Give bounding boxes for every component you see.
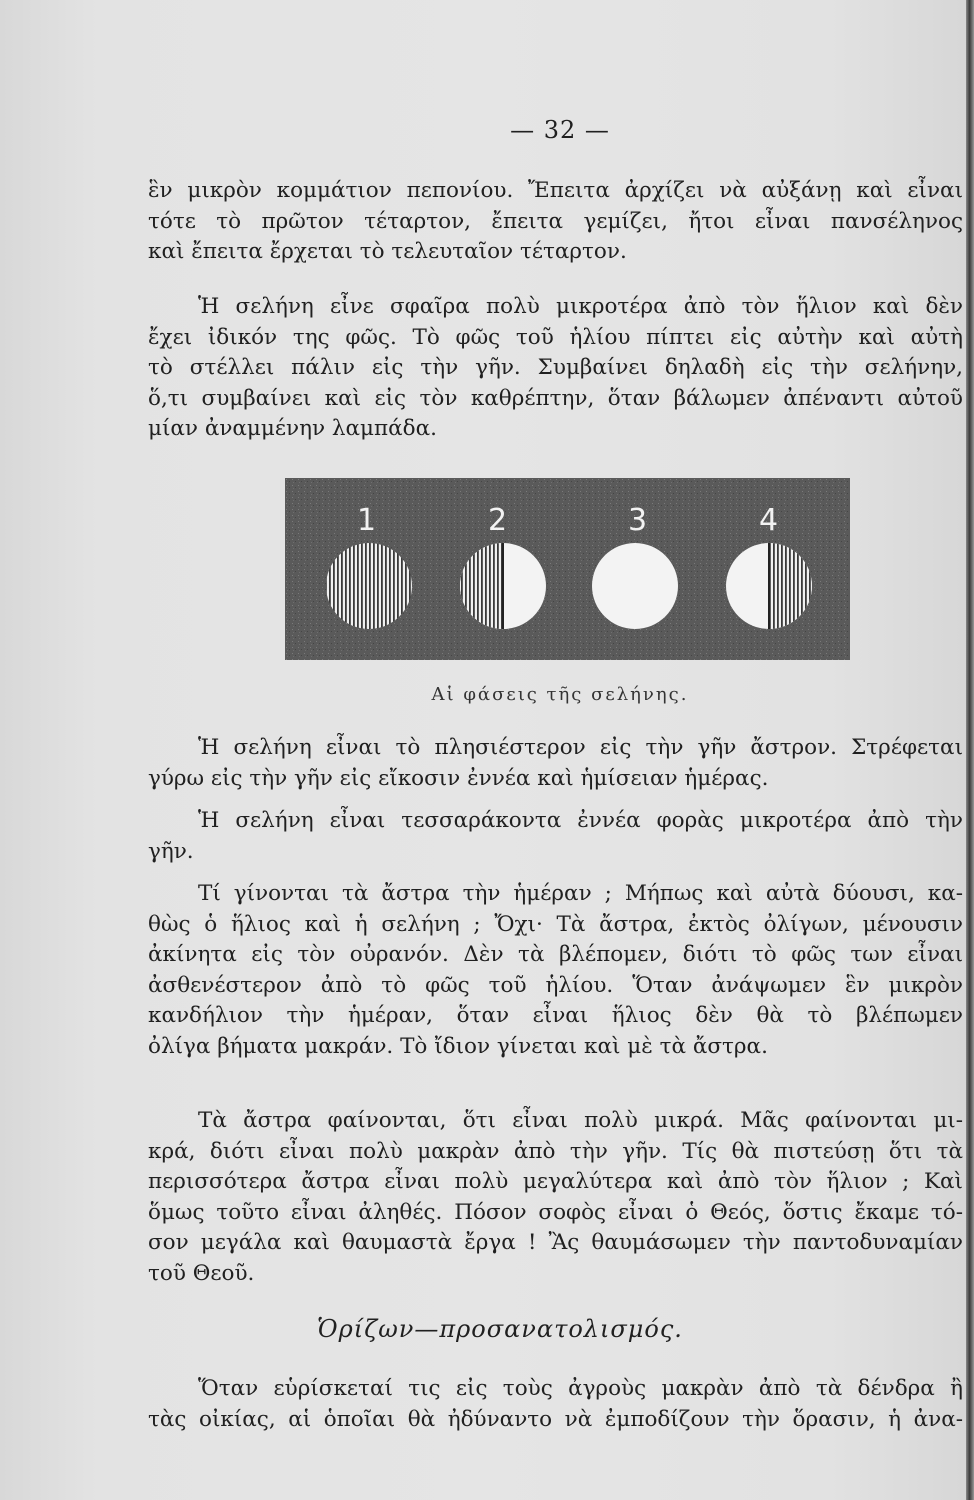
text-line: ἀσθενέστερον ἀπὸ τὸ φῶς τοῦ ἡλίου. Ὅταν ἀνάψωμεν ἓν μικρὸν bbox=[148, 972, 963, 998]
text-line: μίαν ἀναμμένην λαμπάδα. bbox=[148, 416, 437, 441]
text-line: ἀκίνητα εἰς τὸν οὐρανόν. Δὲν τὰ βλέπομεν, διότι τὸ φῶς των εἶναι bbox=[148, 942, 963, 967]
text-line: κρά, διότι εἶναι πολὺ μακρὰν ἀπὸ τὴν γῆν. Τίς θὰ πιστεύσῃ ὅτι τὰ bbox=[148, 1138, 963, 1164]
moon-phase-3-full bbox=[592, 543, 678, 629]
text-line: τότε τὸ πρῶτον τέταρτον, ἔπειτα γεμίζει, ἤτοι εἶναι πανσέληνος bbox=[148, 208, 963, 234]
moon-phase-1-new bbox=[326, 543, 412, 629]
text-line: τὸ στέλλει πάλιν εἰς τὴν γῆν. Συμβαίνει δηλαδὴ εἰς τὴν σελήνην, bbox=[148, 355, 963, 380]
paragraph-moon-light bbox=[148, 292, 963, 445]
text-line: θὼς ὁ ἥλιος καὶ ἡ σελήνη ; Ὄχι· Τὰ ἄστρα, ἐκτὸς ὀλίγων, μένουσιν bbox=[148, 911, 963, 937]
paragraph-stars-daytime bbox=[148, 879, 963, 1062]
paragraph-stars-size bbox=[148, 1106, 963, 1289]
paragraph-moon-quarters bbox=[148, 176, 963, 268]
paragraph-moon-nearest bbox=[148, 733, 963, 794]
page-binding-edge bbox=[966, 0, 974, 1500]
paragraph-horizon bbox=[148, 1374, 963, 1435]
phase-label-2: 2 bbox=[488, 503, 508, 538]
figure-caption: Αἱ φάσεις τῆς σελήνης. bbox=[431, 684, 689, 705]
text-line: Ὅταν εὑρίσκεταί τις εἰς τοὺς ἀγροὺς μακρὰν ἀπὸ τὰ δένδρα ἢ bbox=[198, 1376, 963, 1401]
text-line: γῆν. bbox=[148, 838, 194, 864]
page-number: — 32 — bbox=[510, 116, 610, 144]
text-line: ἓν μικρὸν κομμάτιον πεπονίου. Ἔπειτα ἀρχίζει νὰ αὐξάνῃ καὶ εἶναι bbox=[148, 178, 963, 203]
text-line: τοῦ Θεοῦ. bbox=[148, 1260, 255, 1286]
phase-label-4: 4 bbox=[759, 503, 779, 538]
phase-label-1: 1 bbox=[357, 503, 377, 538]
moon-phase-2-first-quarter bbox=[460, 543, 546, 629]
text-line: καὶ ἔπειτα ἔρχεται τὸ τελευταῖον τέταρτον. bbox=[148, 239, 627, 264]
text-line: Τί γίνονται τὰ ἄστρα τὴν ἡμέραν ; Μήπως καὶ αὐτὰ δύουσι, κα- bbox=[198, 881, 963, 906]
text-line: γύρω εἰς τὴν γῆν εἰς εἴκοσιν ἐννέα καὶ ἡμίσειαν ἡμέρας. bbox=[148, 765, 769, 791]
paragraph-moon-size bbox=[148, 806, 963, 867]
text-line: Ἡ σελήνη εἶνε σφαῖρα πολὺ μικροτέρα ἀπὸ τὸν ἥλιον καὶ δὲν bbox=[198, 294, 963, 319]
text-line: περισσότερα ἄστρα εἶναι πολὺ μεγαλύτερα καὶ ἀπὸ τὸν ἥλιον ; Καὶ bbox=[148, 1169, 963, 1194]
text-line: Ἡ σελήνη εἶναι τεσσαράκοντα ἐννέα φορὰς μικροτέρα ἀπὸ τὴν bbox=[198, 808, 963, 833]
text-line: κανδήλιον τὴν ἡμέραν, ὅταν εἶναι ἥλιος δὲν θὰ τὸ βλέπωμεν bbox=[148, 1003, 963, 1028]
section-heading: Ὁρίζων—προσανατολισμός. bbox=[317, 1315, 683, 1343]
moon-phase-4-last-quarter bbox=[726, 543, 812, 629]
text-line: ὅμως τοῦτο εἶναι ἀληθές. Πόσον σοφὸς εἶναι ὁ Θεός, ὅστις ἔκαμε τό- bbox=[148, 1199, 963, 1225]
phase-label-3: 3 bbox=[628, 503, 648, 538]
moon-phases-figure bbox=[285, 478, 850, 660]
text-line: Τὰ ἄστρα φαίνονται, ὅτι εἶναι πολὺ μικρά. Μᾶς φαίνονται μι- bbox=[198, 1108, 963, 1133]
text-line: ὅ,τι συμβαίνει καὶ εἰς τὸν καθρέπτην, ὅταν βάλωμεν ἀπέναντι αὐτοῦ bbox=[148, 385, 963, 411]
text-line: τὰς οἰκίας, αἱ ὁποῖαι θὰ ἠδύναντο νὰ ἐμποδίζουν τὴν ὅρασιν, ἡ ἀνα- bbox=[148, 1406, 963, 1432]
text-line: ἔχει ἰδικόν της φῶς. Τὸ φῶς τοῦ ἡλίου πίπτει εἰς αὐτὴν καὶ αὐτὴ bbox=[148, 324, 963, 350]
text-line: σον μεγάλα καὶ θαυμαστὰ ἔργα ! Ἂς θαυμάσωμεν τὴν παντοδυναμίαν bbox=[148, 1230, 963, 1255]
text-line: ὀλίγα βήματα μακράν. Τὸ ἴδιον γίνεται καὶ μὲ τὰ ἄστρα. bbox=[148, 1033, 768, 1059]
text-line: Ἡ σελήνη εἶναι τὸ πλησιέστερον εἰς τὴν γῆν ἄστρον. Στρέφεται bbox=[198, 735, 963, 760]
